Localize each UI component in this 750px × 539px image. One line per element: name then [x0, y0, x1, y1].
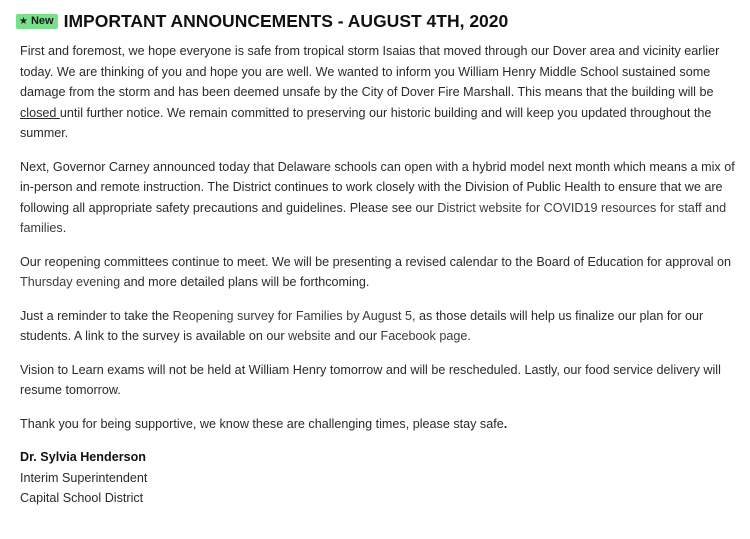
paragraph-hybrid-text: Next, Governor Carney announced today that Delaware schools can open with a hybrid model next month which means a mix of in-person and remote instruction. The District continues to work closely with the Division of Public Health to ensure that we are following all appropriate safety precautions and guidelines. Please see our — [20, 159, 735, 215]
paragraph-storm-text-end: until further notice. We remain committed to preserving our historic building and will keep you updated throughout the summer. — [20, 105, 712, 140]
paragraph-storm — [20, 41, 742, 144]
paragraph-storm-text: First and foremost, we hope everyone is safe from tropical storm Isaias that moved through our Dover area and vicinity earlier today. We are thinking of you and hope you are well. We wanted to inform you William Henry Middle School sustained some damage from the storm and has been deemed unsafe by the City of Dover Fire Marshall. This means that the building will be — [20, 44, 720, 99]
closed-text: closed — [20, 105, 60, 120]
paragraph-hybrid — [20, 157, 742, 239]
signature-name: Dr. Sylvia Henderson — [20, 450, 146, 464]
covid-resources-link[interactable]: District website for COVID19 resources for staff and families — [20, 200, 727, 235]
paragraph-survey-text-2: , as those details will help us finalize our plan for our students. A link to the survey is available on our — [20, 308, 704, 343]
star-icon: ★ — [19, 15, 28, 27]
signature-role: Interim Superintendent — [20, 470, 148, 485]
paragraph-survey — [20, 306, 742, 347]
paragraph-thanks-period: . — [503, 416, 508, 431]
facebook-page-link[interactable]: Facebook page — [380, 329, 468, 343]
paragraph-survey-text: Just a reminder to take the — [20, 308, 173, 323]
website-link[interactable]: website — [288, 329, 331, 343]
paragraph-hybrid-text-end: . — [62, 221, 67, 235]
new-badge — [16, 14, 58, 29]
paragraph-survey-text-3: and our — [330, 329, 381, 343]
announcement-body — [20, 41, 742, 509]
paragraph-survey-text-end: . — [467, 329, 471, 343]
paragraph-reopening — [20, 252, 742, 293]
new-badge-label: New — [30, 14, 54, 27]
signature-block — [20, 447, 742, 509]
paragraph-reopening-text: Our reopening committees continue to meet. We will be presenting a revised calendar to the Board of Education for approval on — [20, 254, 732, 269]
paragraph-thanks — [20, 414, 742, 435]
paragraph-reopening-text-end: and more detailed plans will be forthcoming. — [120, 275, 370, 289]
reopening-survey-link[interactable]: Reopening survey for Families by August 5 — [172, 308, 413, 323]
announcement-header — [16, 10, 742, 32]
thursday-evening-link[interactable]: Thursday evening — [20, 275, 121, 289]
announcement-panel — [20, 10, 742, 509]
announcement-title: IMPORTANT ANNOUNCEMENTS - AUGUST 4TH, 2020 — [63, 10, 509, 31]
signature-org: Capital School District — [20, 491, 144, 505]
paragraph-thanks-text: Thank you for being supportive, we know these are challenging times, please stay safe — [20, 416, 504, 431]
paragraph-vision: Vision to Learn exams will not be held at William Henry tomorrow and will be rescheduled. Lastly, our food service delivery will resume tomorrow. — [20, 362, 721, 397]
